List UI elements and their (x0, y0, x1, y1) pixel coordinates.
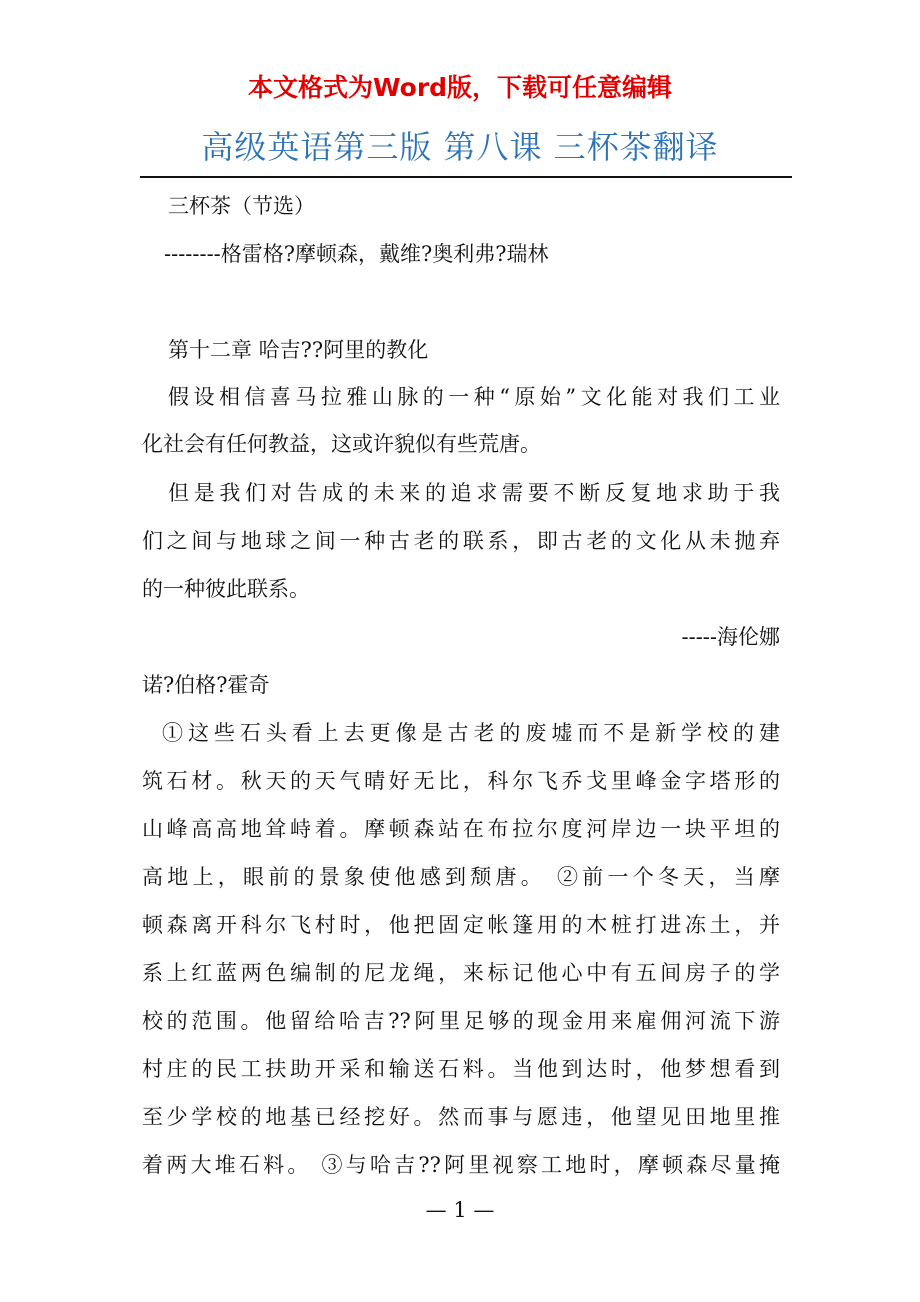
author-line: --------格雷格?摩顿森，戴维?奥利弗?瑞林 (164, 242, 549, 266)
epigraph-line: 化社会有任何教益，这或许貌似有些荒唐。 (142, 432, 541, 456)
chapter-heading: 第十二章 哈吉??阿里的教化 (168, 338, 429, 362)
body-line: 校的范围。他留给哈吉??阿里足够的现金用来雇佣河流下游 (142, 1009, 780, 1033)
body-line: 至少学校的地基已经挖好。然而事与愿违，他望见田地里推 (142, 1105, 780, 1129)
format-notice: 本文格式为Word版，下载可任意编辑 (247, 73, 673, 102)
body-line: ①这些石头看上去更像是古老的废墟而不是新学校的建 (162, 721, 780, 745)
body-line: 筑石材。秋天的天气晴好无比，科尔飞乔戈里峰金字塔形的 (142, 769, 780, 793)
epigraph-line: 的一种彼此联系。 (142, 577, 310, 601)
epigraph-attribution-cont: 诺?伯格?霍奇 (142, 673, 270, 697)
subtitle: 三杯茶（节选） (168, 194, 315, 218)
body-line: 着两大堆石料。 ③与哈吉??阿里视察工地时，摩顿森尽量掩 (142, 1153, 780, 1177)
epigraph-line: 但是我们对告成的未来的追求需要不断反复地求助于我 (168, 481, 780, 505)
body-line: 村庄的民工扶助开采和输送石料。当他到达时，他梦想看到 (142, 1057, 780, 1081)
body-line: 顿森离开科尔飞村时，他把固定帐篷用的木桩打进冻土，并 (142, 913, 780, 937)
document-title: 高级英语第三版 第八课 三杯茶翻译 (201, 128, 719, 166)
epigraph-line: 们之间与地球之间一种古老的联系，即古老的文化从未抛弃 (142, 529, 780, 553)
body-line: 系上红蓝两色编制的尼龙绳，来标记他心中有五间房子的学 (142, 961, 780, 985)
page-number: — 1 — (425, 1198, 495, 1222)
epigraph-attribution: -----海伦娜 (681, 625, 780, 649)
body-line: 山峰高高地耸峙着。摩顿森站在布拉尔度河岸边一块平坦的 (142, 817, 780, 841)
body-line: 高地上，眼前的景象使他感到颓唐。 ②前一个冬天，当摩 (142, 865, 780, 889)
title-divider (140, 176, 792, 178)
epigraph-line: 假设相信喜马拉雅山脉的一种“原始”文化能对我们工业 (168, 385, 780, 409)
